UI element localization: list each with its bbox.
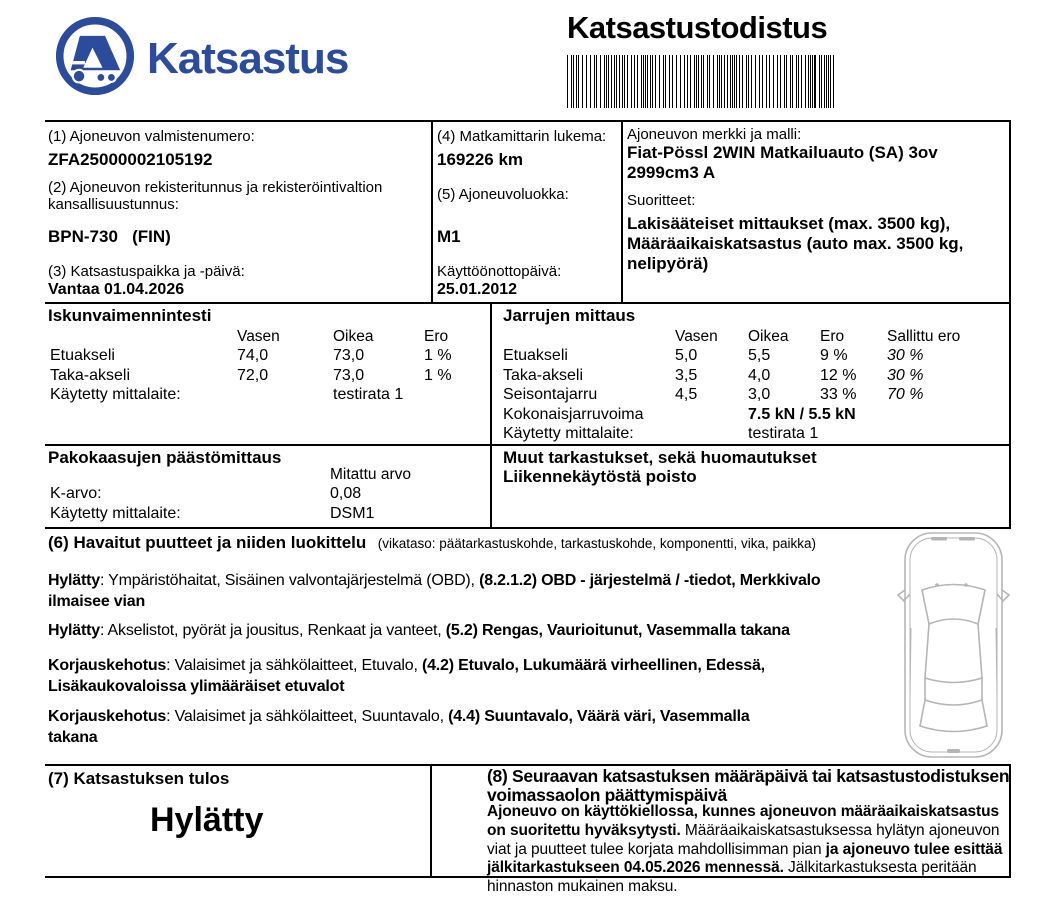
a-katsastus-logo-icon: [53, 14, 137, 98]
defects-subtitle: (vikataso: päätarkastuskohde, tarkastuskohde, komponentti, vika, paikka): [377, 536, 816, 551]
suspension-test-title: Iskunvaimennintesti: [48, 306, 212, 325]
device-label: Käytetty mittalaite:: [503, 425, 634, 443]
next-inspection-text: Ajoneuvo on käyttökiellossa, kunnes ajoneuvon määräaikaiskatsastus on suoritettu hyväksytysti. Määräaikaiskatsastuksessa hylätyn ajoneuvon viat ja puutteet tulee korjata mahdollisimman pian ja ajoneuvo tulee esittää jälkitarkastukseen 04.05.2026 mennessä. Jälkitarkastuksesta peritään hinnaston mukainen maksu.: [487, 803, 1003, 896]
defect-item: Hylätty: Akselistot, pyörät ja jousitus, Renkaat ja vanteet, (5.2) Rengas, Vaurioitunut, Vasemmalla takana: [48, 622, 790, 639]
odometer-value: 169226 km: [437, 150, 524, 169]
vin-value: ZFA25000002105192: [48, 150, 213, 169]
table-row-label: Seisontajarru: [503, 386, 598, 404]
defect-item: Hylätty: Ympäristöhaitat, Sisäinen valvontajärjestelmä (OBD), (8.2.1.2) OBD - järjestelmä / -tiedot, Merkkivalo ilmaisee vian: [48, 572, 821, 610]
company-logo: [53, 14, 348, 98]
car-top-view-diagram-icon: [897, 528, 1011, 762]
defects-title: (6) Havaitut puutteet ja niiden luokittelu: [48, 533, 367, 552]
brake-test-title: Jarrujen mittaus: [503, 306, 636, 325]
table-cell: 3,0: [748, 386, 771, 404]
barcode: [567, 55, 872, 108]
commissioning-date-label: Käyttöönottopäivä:: [437, 263, 562, 280]
make-model-value: Fiat-Pössl 2WIN Matkailuauto (SA) 3ov 2999cm3 A: [627, 143, 938, 182]
device-value: testirata 1: [748, 425, 819, 443]
table-cell: 73,0: [333, 366, 365, 384]
divider: [1009, 120, 1011, 529]
vehicle-class-label: (5) Ajoneuvoluokka:: [437, 186, 569, 203]
column-header: Mitattu arvo: [330, 466, 411, 483]
column-header: Ero: [820, 328, 845, 345]
next-inspection-title: (8) Seuraavan katsastuksen määräpäivä tai katsastustodistuksen voimassaolon päättymispäivä: [487, 766, 1010, 805]
divider: [45, 444, 1011, 446]
registration-label: (2) Ajoneuvon rekisteritunnus ja rekisteröintivaltion kansallisuustunnus:: [48, 179, 383, 213]
company-logo-text: Katsastus: [147, 34, 349, 83]
column-header: Oikea: [748, 328, 789, 345]
table-cell: 0,08: [330, 485, 362, 503]
defect-item: Korjauskehotus: Valaisimet ja sähkölaitteet, Etuvalo, (4.2) Etuvalo, Lukumäärä virheellinen, Edessä, Lisäkaukovaloissa ylimääräiset etuvalot: [48, 657, 765, 695]
table-cell: 30 %: [887, 366, 924, 384]
other-checks-note: Liikennekäytöstä poisto: [503, 467, 697, 486]
divider: [45, 302, 1011, 304]
emissions-table: [50, 465, 490, 523]
divider: [45, 120, 1011, 122]
column-header: Sallittu ero: [887, 328, 961, 345]
inspection-place-label: (3) Katsastuspaikka ja -päivä:: [48, 263, 245, 280]
table-cell: 1 %: [424, 347, 452, 365]
device-label: Käytetty mittalaite:: [50, 386, 181, 404]
table-cell: 9 %: [820, 347, 848, 365]
table-row-label: Taka-akseli: [50, 366, 131, 384]
table-cell: 1 %: [424, 366, 452, 384]
defect-item: Korjauskehotus: Valaisimet ja sähkölaitteet, Suuntavalo, (4.4) Suuntavalo, Väärä väri, Vasemmalla takana: [48, 708, 750, 746]
table-cell: 74,0: [237, 347, 269, 365]
table-cell: 72,0: [237, 366, 269, 384]
table-row-label: Taka-akseli: [503, 366, 584, 384]
column-header: Vasen: [237, 328, 280, 345]
divider: [45, 527, 1011, 529]
divider: [431, 120, 433, 304]
total-brake-force-label: Kokonaisjarruvoima: [503, 405, 644, 423]
result-title: (7) Katsastuksen tulos: [48, 769, 230, 788]
device-label: Käytetty mittalaite:: [50, 504, 181, 522]
emissions-title: Pakokaasujen päästömittaus: [48, 448, 282, 467]
defects-heading: [48, 533, 816, 553]
column-header: Vasen: [675, 328, 718, 345]
make-model-label: Ajoneuvon merkki ja malli:: [627, 126, 802, 143]
services-label: Suoritteet:: [627, 192, 696, 209]
column-header: Oikea: [333, 328, 374, 345]
divider: [430, 764, 432, 878]
registration-value: BPN-730 (FIN): [48, 227, 171, 246]
device-value: testirata 1: [333, 386, 404, 404]
table-cell: 70 %: [887, 386, 924, 404]
table-cell: 73,0: [333, 347, 365, 365]
other-checks-title: Muut tarkastukset, sekä huomautukset: [503, 448, 817, 467]
table-cell: 3,5: [675, 366, 698, 384]
table-cell: 4,0: [748, 366, 771, 384]
table-cell: 30 %: [887, 347, 924, 365]
document-title: Katsastustodistus: [567, 10, 828, 45]
table-cell: 5,5: [748, 347, 771, 365]
table-cell: 33 %: [820, 386, 857, 404]
result-value: Hylätty: [150, 801, 264, 839]
divider: [621, 120, 623, 304]
device-value: DSM1: [330, 504, 375, 522]
services-value: Lakisääteiset mittaukset (max. 3500 kg), Määräaikaiskatsastus (auto max. 3500 kg, nelipyörä): [627, 214, 964, 273]
commissioning-date-value: 25.01.2012: [437, 281, 518, 298]
column-header: Ero: [424, 328, 449, 345]
table-row-label: Etuakseli: [503, 347, 568, 365]
vin-label: (1) Ajoneuvon valmistenumero:: [48, 128, 255, 145]
table-row-label: Etuakseli: [50, 347, 115, 365]
table-row-label: K-arvo:: [50, 485, 102, 503]
brake-test-table: [503, 327, 1005, 443]
total-brake-force-value: 7.5 kN / 5.5 kN: [748, 405, 856, 423]
odometer-label: (4) Matkamittarin lukema:: [437, 128, 607, 145]
vehicle-class-value: M1: [437, 227, 461, 246]
table-cell: 5,0: [675, 347, 698, 365]
inspection-place-value: Vantaa 01.04.2026: [48, 281, 185, 298]
suspension-test-table: [50, 327, 500, 405]
table-cell: 12 %: [820, 366, 857, 384]
table-cell: 4,5: [675, 386, 698, 404]
